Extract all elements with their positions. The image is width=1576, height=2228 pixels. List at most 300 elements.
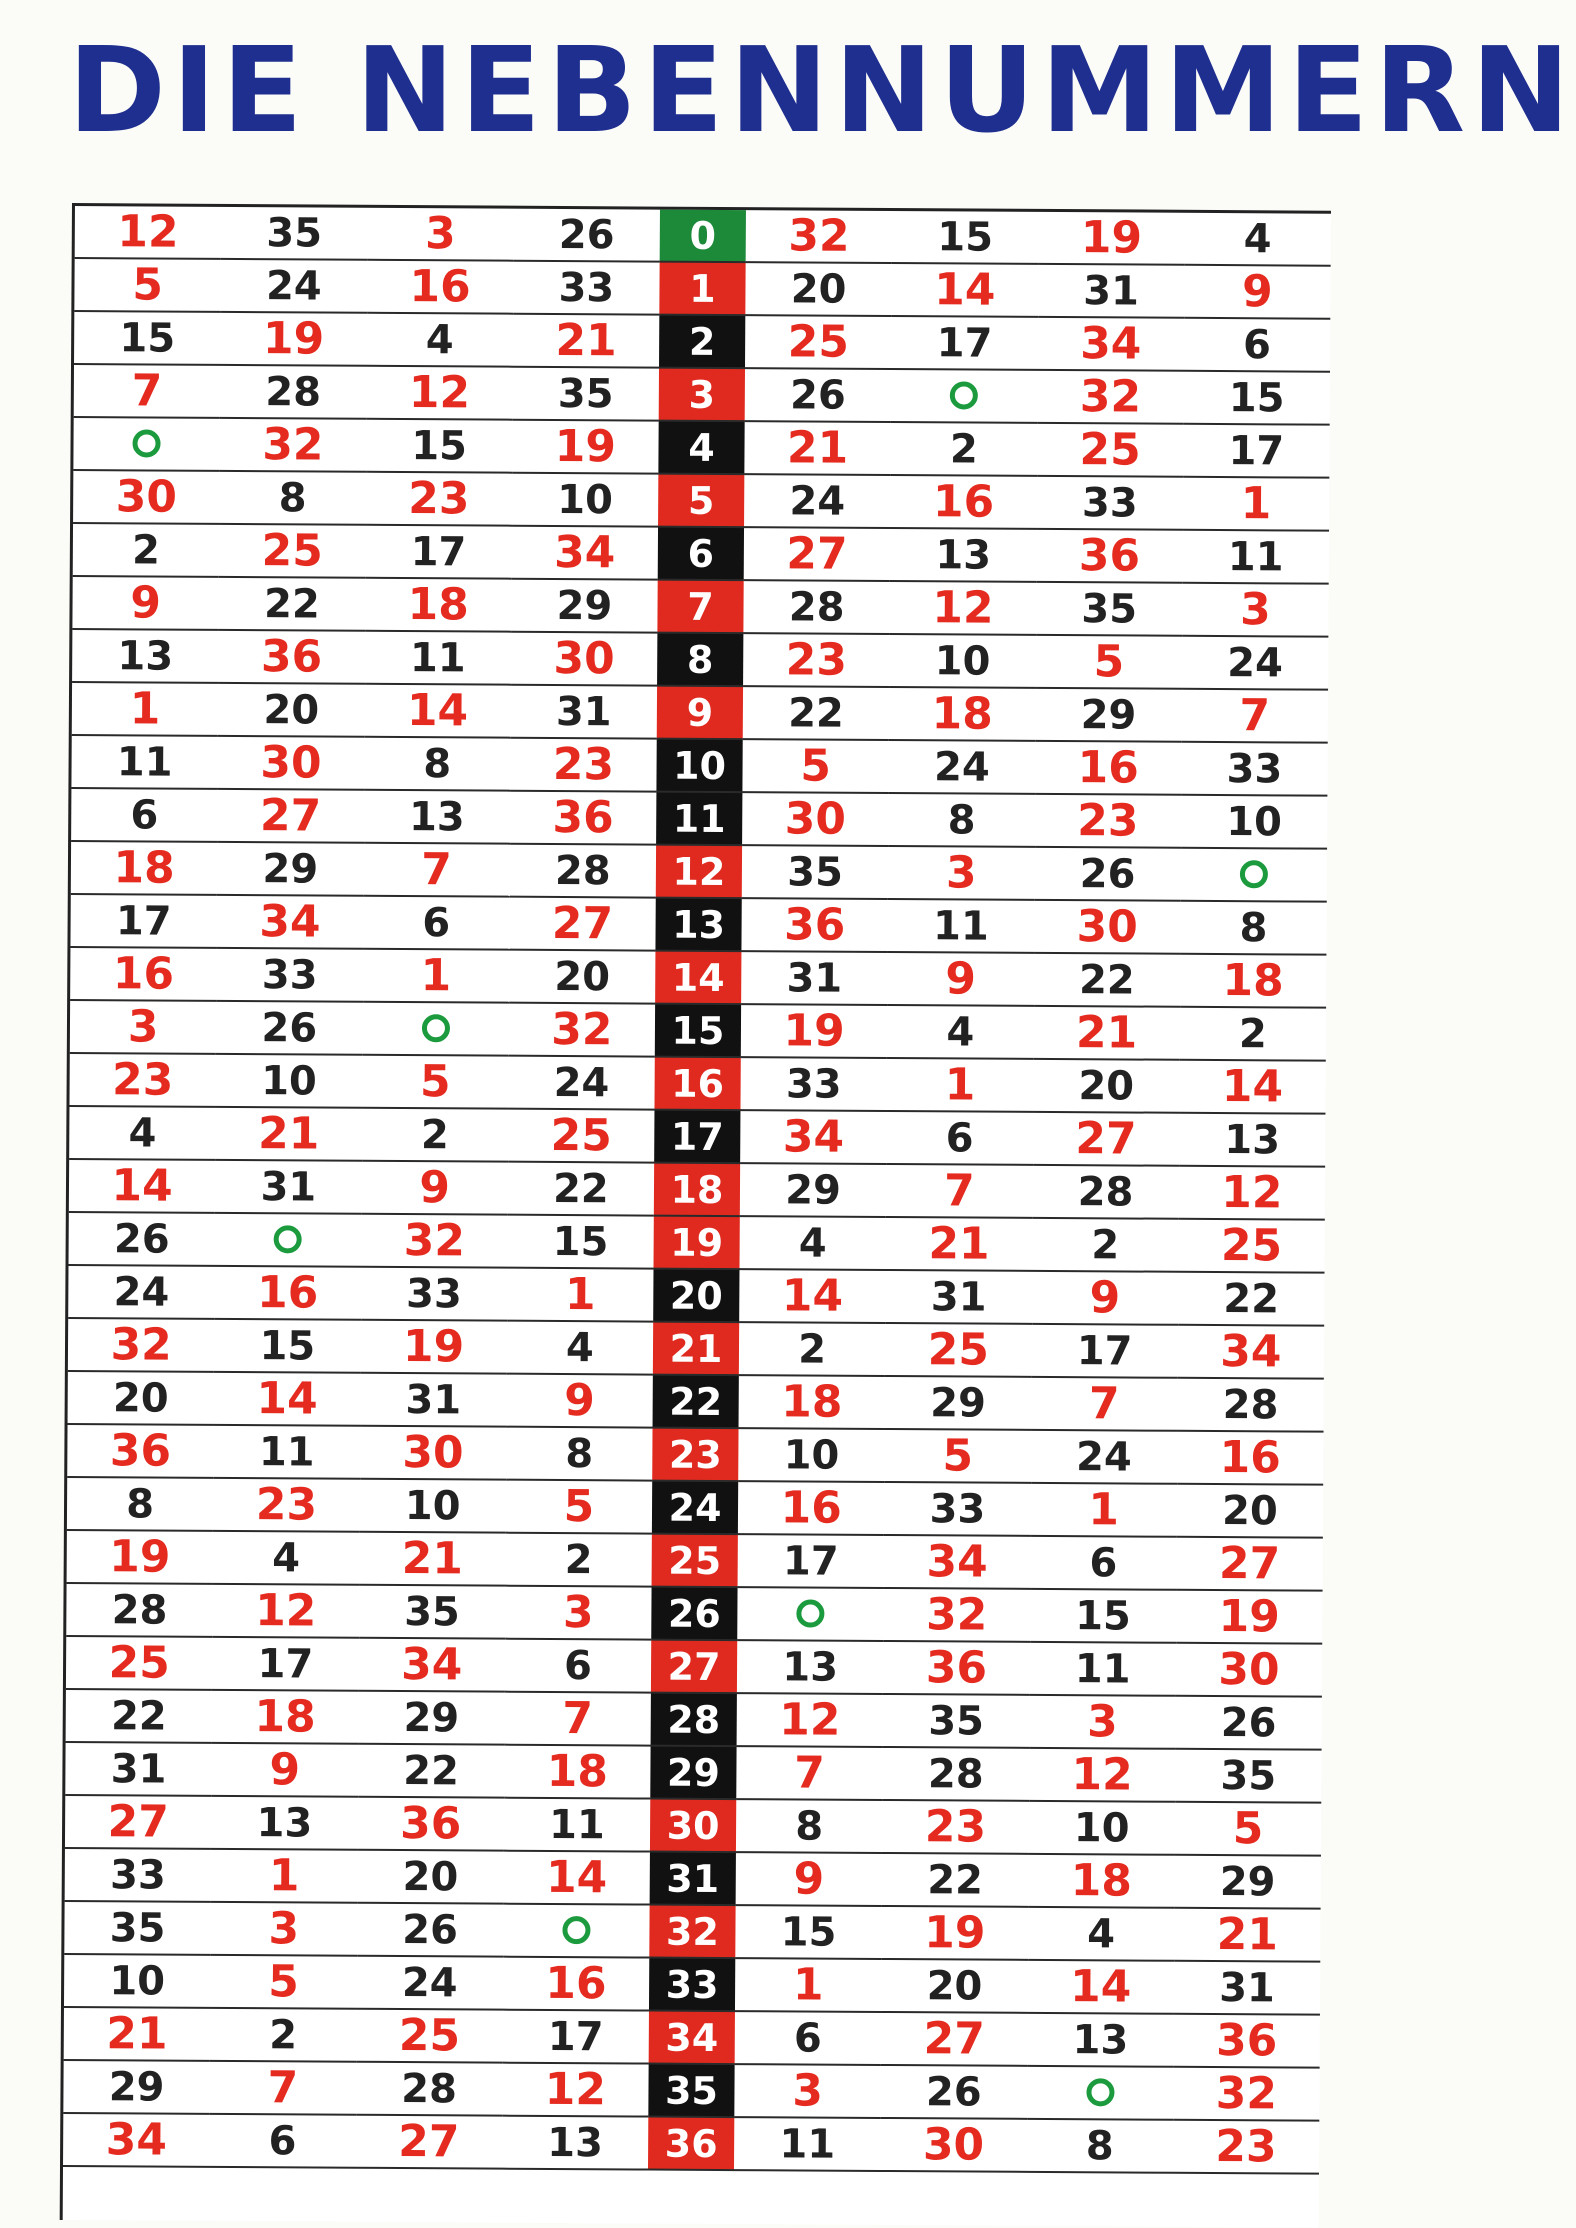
table-row [66, 1583, 1322, 1644]
table-row [65, 1795, 1321, 1856]
left-neighbour-cell: 14 [69, 1159, 216, 1213]
zero-ring-icon [133, 429, 161, 457]
left-neighbour-cell: 22 [66, 1689, 213, 1743]
left-neighbour-cell: 1 [72, 682, 219, 736]
neighbours-table [60, 203, 1331, 2228]
left-neighbour-cell: 5 [74, 258, 221, 312]
right-neighbour-cell: 8 [1180, 901, 1327, 955]
left-neighbour-cell: 32 [220, 418, 367, 472]
left-neighbour-cell: 32 [509, 1003, 656, 1057]
right-neighbour-cell: 32 [746, 210, 893, 263]
right-neighbour-cell: 33 [884, 1482, 1031, 1536]
wheel-number-cell: 16 [654, 1057, 740, 1111]
page-title: DIE NEBENNUMMERN [68, 21, 1576, 159]
right-neighbour-cell: 30 [1034, 900, 1181, 954]
right-neighbour-cell: 3 [888, 846, 1035, 900]
right-neighbour-cell [1181, 848, 1328, 902]
left-neighbour-cell: 6 [363, 896, 510, 950]
left-neighbour-cell: 25 [66, 1636, 213, 1690]
right-neighbour-cell: 32 [883, 1588, 1030, 1642]
table-row [69, 1159, 1325, 1220]
right-neighbour-cell: 24 [1182, 636, 1329, 690]
left-neighbour-cell: 33 [361, 1267, 508, 1321]
left-neighbour-cell: 29 [217, 842, 364, 896]
left-neighbour-cell: 16 [214, 1266, 361, 1320]
left-neighbour-cell: 6 [71, 788, 218, 842]
left-neighbour-cell: 17 [212, 1637, 359, 1691]
right-neighbour-cell: 20 [1033, 1059, 1180, 1113]
left-neighbour-cell: 17 [365, 525, 512, 579]
left-neighbour-cell: 16 [503, 1957, 650, 2011]
left-neighbour-cell: 19 [67, 1530, 214, 1584]
right-neighbour-cell: 35 [1036, 582, 1183, 636]
wheel-number-cell: 35 [648, 2064, 734, 2118]
right-neighbour-cell: 16 [890, 475, 1037, 529]
left-neighbour-cell: 29 [358, 1691, 505, 1745]
table-row [67, 1530, 1323, 1591]
right-neighbour-cell: 4 [740, 1216, 887, 1270]
left-neighbour-cell: 9 [361, 1161, 508, 1215]
left-neighbour-cell: 22 [219, 577, 366, 631]
left-neighbour-cell: 33 [216, 948, 363, 1002]
right-neighbour-cell: 21 [744, 421, 891, 475]
left-neighbour-cell: 7 [504, 1692, 651, 1746]
right-neighbour-cell: 18 [889, 687, 1036, 741]
right-neighbour-cell: 31 [1038, 264, 1185, 318]
right-neighbour-cell: 34 [1037, 317, 1184, 371]
left-neighbour-cell: 3 [367, 208, 514, 261]
left-neighbour-cell: 24 [221, 259, 368, 313]
right-neighbour-cell: 9 [887, 952, 1034, 1006]
left-neighbour-cell: 11 [71, 735, 218, 789]
table-row [70, 894, 1326, 955]
right-neighbour-cell: 17 [1031, 1324, 1178, 1378]
wheel-number-cell: 23 [652, 1428, 738, 1482]
right-neighbour-cell: 28 [743, 580, 890, 634]
wheel-number-cell: 7 [657, 580, 743, 634]
right-neighbour-cell: 14 [739, 1269, 886, 1323]
table-row [67, 1477, 1323, 1538]
right-neighbour-cell: 15 [735, 1905, 882, 1959]
left-neighbour-cell: 8 [67, 1477, 214, 1531]
left-neighbour-cell: 2 [505, 1533, 652, 1587]
right-neighbour-cell [1027, 2066, 1174, 2120]
right-neighbour-cell: 16 [738, 1481, 885, 1535]
right-neighbour-cell: 34 [740, 1110, 887, 1164]
right-neighbour-cell: 19 [1176, 1590, 1323, 1644]
right-neighbour-cell: 30 [1176, 1643, 1323, 1697]
left-neighbour-cell: 4 [213, 1531, 360, 1585]
wheel-number-cell: 24 [652, 1481, 738, 1535]
wheel-number-cell: 14 [655, 951, 741, 1005]
wheel-number-cell: 15 [655, 1004, 741, 1058]
right-neighbour-cell: 8 [736, 1799, 883, 1853]
right-neighbour-cell: 19 [741, 1004, 888, 1058]
right-neighbour-cell: 19 [882, 1906, 1029, 1960]
left-neighbour-cell: 13 [72, 629, 219, 683]
right-neighbour-cell [891, 369, 1038, 423]
left-neighbour-cell [215, 1213, 362, 1267]
left-neighbour-cell: 21 [64, 2007, 211, 2061]
right-neighbour-cell: 6 [735, 2011, 882, 2065]
right-neighbour-cell: 32 [1037, 370, 1184, 424]
right-neighbour-cell: 29 [885, 1376, 1032, 1430]
left-neighbour-cell: 18 [504, 1745, 651, 1799]
wheel-number-cell: 5 [658, 474, 744, 528]
left-neighbour-cell: 3 [505, 1586, 652, 1640]
right-neighbour-cell: 18 [739, 1375, 886, 1429]
table-row [66, 1689, 1322, 1750]
right-neighbour-cell: 1 [735, 1958, 882, 2012]
left-neighbour-cell: 9 [212, 1743, 359, 1797]
wheel-number-cell: 20 [653, 1269, 739, 1323]
left-neighbour-cell: 31 [215, 1160, 362, 1214]
left-neighbour-cell: 11 [504, 1798, 651, 1852]
left-neighbour-cell: 12 [502, 2063, 649, 2117]
left-neighbour-cell: 18 [365, 578, 512, 632]
right-neighbour-cell [737, 1587, 884, 1641]
table-row [65, 1848, 1321, 1909]
left-neighbour-cell: 34 [63, 2113, 210, 2167]
table-row [72, 682, 1328, 743]
table-row [68, 1265, 1324, 1326]
left-neighbour-cell: 2 [73, 523, 220, 577]
left-neighbour-cell: 16 [70, 947, 217, 1001]
left-neighbour-cell: 7 [210, 2061, 357, 2115]
left-neighbour-cell: 19 [220, 312, 367, 366]
right-neighbour-cell: 36 [1036, 529, 1183, 583]
left-neighbour-cell: 36 [357, 1797, 504, 1851]
right-neighbour-cell: 17 [738, 1534, 885, 1588]
right-neighbour-cell: 20 [1177, 1484, 1324, 1538]
table-row [66, 1636, 1322, 1697]
right-neighbour-cell: 2 [739, 1322, 886, 1376]
left-neighbour-cell: 13 [211, 1796, 358, 1850]
right-neighbour-cell: 14 [1179, 1060, 1326, 1114]
left-neighbour-cell [503, 1904, 650, 1958]
left-neighbour-cell: 4 [69, 1106, 216, 1160]
right-neighbour-cell: 22 [1034, 953, 1181, 1007]
right-neighbour-cell: 22 [882, 1853, 1029, 1907]
wheel-number-cell: 36 [648, 2117, 734, 2171]
right-neighbour-cell: 21 [886, 1217, 1033, 1271]
right-neighbour-cell: 12 [1179, 1166, 1326, 1220]
right-neighbour-cell: 28 [1177, 1378, 1324, 1432]
right-neighbour-cell: 4 [1184, 213, 1331, 266]
left-neighbour-cell: 14 [364, 684, 511, 738]
right-neighbour-cell: 9 [736, 1852, 883, 1906]
wheel-number-cell: 22 [653, 1375, 739, 1429]
left-neighbour-cell: 8 [364, 737, 511, 791]
left-neighbour-cell: 12 [212, 1584, 359, 1638]
table-row [63, 2113, 1319, 2174]
left-neighbour-cell: 31 [65, 1742, 212, 1796]
left-neighbour-cell: 35 [512, 367, 659, 421]
right-neighbour-cell: 18 [1028, 1854, 1175, 1908]
wheel-number-cell: 21 [653, 1322, 739, 1376]
left-neighbour-cell: 16 [367, 260, 514, 314]
left-neighbour-cell: 24 [508, 1056, 655, 1110]
right-neighbour-cell: 30 [880, 2118, 1027, 2172]
left-neighbour-cell: 12 [366, 366, 513, 420]
left-neighbour-cell: 1 [211, 1849, 358, 1903]
right-neighbour-cell: 23 [1035, 794, 1182, 848]
right-neighbour-cell: 36 [1173, 2014, 1320, 2068]
left-neighbour-cell: 26 [216, 1001, 363, 1055]
left-neighbour-cell: 7 [74, 364, 221, 418]
right-neighbour-cell: 4 [1028, 1907, 1175, 1961]
right-neighbour-cell: 11 [734, 2117, 881, 2171]
right-neighbour-cell: 26 [1175, 1696, 1322, 1750]
wheel-number-cell: 26 [651, 1587, 737, 1641]
right-neighbour-cell: 6 [1030, 1536, 1177, 1590]
wheel-number-cell: 25 [652, 1534, 738, 1588]
left-neighbour-cell: 19 [360, 1320, 507, 1374]
right-neighbour-cell: 25 [745, 315, 892, 369]
right-neighbour-cell: 11 [1029, 1642, 1176, 1696]
left-neighbour-cell: 20 [357, 1850, 504, 1904]
table-row [68, 1371, 1324, 1432]
left-neighbour-cell: 5 [506, 1480, 653, 1534]
left-neighbour-cell: 14 [214, 1372, 361, 1426]
right-neighbour-cell: 5 [1175, 1802, 1322, 1856]
left-neighbour-cell: 10 [64, 1954, 211, 2008]
left-neighbour-cell: 10 [359, 1479, 506, 1533]
right-neighbour-cell: 10 [1181, 795, 1328, 849]
left-neighbour-cell: 36 [67, 1424, 214, 1478]
left-neighbour-cell: 9 [72, 576, 219, 630]
left-neighbour-cell: 28 [356, 2062, 503, 2116]
left-neighbour-cell: 23 [213, 1478, 360, 1532]
zero-ring-icon [796, 1599, 824, 1627]
left-neighbour-cell: 35 [359, 1585, 506, 1639]
right-neighbour-cell: 21 [1174, 1908, 1321, 1962]
left-neighbour-cell: 20 [218, 683, 365, 737]
right-neighbour-cell: 12 [737, 1693, 884, 1747]
wheel-number-cell: 10 [656, 739, 742, 793]
right-neighbour-cell: 32 [1173, 2067, 1320, 2121]
right-neighbour-cell: 31 [885, 1270, 1032, 1324]
left-neighbour-cell: 10 [216, 1054, 363, 1108]
right-neighbour-cell: 35 [1175, 1749, 1322, 1803]
right-neighbour-cell: 24 [744, 474, 891, 528]
table-row [69, 1106, 1325, 1167]
left-neighbour-cell: 25 [219, 524, 366, 578]
left-neighbour-cell [73, 417, 220, 471]
right-neighbour-cell: 30 [742, 792, 889, 846]
left-neighbour-cell: 34 [511, 526, 658, 580]
right-neighbour-cell: 14 [1027, 1960, 1174, 2014]
left-neighbour-cell: 26 [69, 1212, 216, 1266]
right-neighbour-cell: 17 [1183, 424, 1330, 478]
table-row [71, 788, 1327, 849]
left-neighbour-cell: 2 [210, 2008, 357, 2062]
right-neighbour-cell: 27 [1176, 1537, 1323, 1591]
left-neighbour-cell: 28 [220, 365, 367, 419]
left-neighbour-cell: 28 [66, 1583, 213, 1637]
left-neighbour-cell: 29 [511, 579, 658, 633]
left-neighbour-cell: 15 [366, 419, 513, 473]
left-neighbour-cell: 36 [218, 630, 365, 684]
left-neighbour-cell: 33 [65, 1848, 212, 1902]
left-neighbour-cell: 36 [510, 791, 657, 845]
table-row [68, 1318, 1324, 1379]
left-neighbour-cell: 8 [219, 471, 366, 525]
left-neighbour-cell: 13 [502, 2116, 649, 2170]
left-neighbour-cell: 21 [215, 1107, 362, 1161]
wheel-number-cell: 6 [658, 527, 744, 581]
table-row [70, 947, 1326, 1008]
left-neighbour-cell: 20 [509, 950, 656, 1004]
wheel-number-cell: 4 [658, 421, 744, 475]
wheel-number-cell: 13 [655, 898, 741, 952]
left-neighbour-cell: 24 [356, 1956, 503, 2010]
right-neighbour-cell: 11 [1182, 530, 1329, 584]
table-row [64, 1954, 1320, 2015]
right-neighbour-cell: 25 [1178, 1219, 1325, 1273]
right-neighbour-cell: 3 [1182, 583, 1329, 637]
left-neighbour-cell [362, 1002, 509, 1056]
left-neighbour-cell: 9 [506, 1374, 653, 1428]
left-neighbour-cell: 25 [356, 2009, 503, 2063]
left-neighbour-cell: 30 [218, 736, 365, 790]
left-neighbour-cell: 13 [364, 790, 511, 844]
left-neighbour-cell: 34 [358, 1638, 505, 1692]
table-row [65, 1742, 1321, 1803]
table-row [69, 1212, 1325, 1273]
wheel-number-cell: 32 [649, 1905, 735, 1959]
zero-ring-icon [562, 1916, 590, 1944]
left-neighbour-cell: 35 [221, 207, 368, 260]
right-neighbour-cell: 27 [1033, 1112, 1180, 1166]
left-neighbour-cell: 8 [506, 1427, 653, 1481]
left-neighbour-cell: 25 [508, 1109, 655, 1163]
right-neighbour-cell: 28 [883, 1747, 1030, 1801]
right-neighbour-cell: 34 [884, 1535, 1031, 1589]
right-neighbour-cell: 25 [885, 1323, 1032, 1377]
wheel-number-cell: 17 [654, 1110, 740, 1164]
table-row [74, 364, 1330, 425]
left-neighbour-cell: 26 [357, 1903, 504, 1957]
table-row [73, 523, 1329, 584]
right-neighbour-cell: 33 [740, 1057, 887, 1111]
right-neighbour-cell: 10 [889, 634, 1036, 688]
right-neighbour-cell: 20 [745, 262, 892, 316]
right-neighbour-cell: 8 [1026, 2119, 1173, 2173]
table-row [73, 417, 1329, 478]
right-neighbour-cell: 13 [737, 1640, 884, 1694]
wheel-number-cell: 8 [657, 633, 743, 687]
number-grid [63, 206, 1331, 2175]
right-neighbour-cell: 16 [1177, 1431, 1324, 1485]
left-neighbour-cell: 1 [507, 1268, 654, 1322]
table-row [64, 2007, 1320, 2068]
wheel-number-cell: 11 [656, 792, 742, 846]
left-neighbour-cell: 24 [68, 1265, 215, 1319]
left-neighbour-cell: 23 [69, 1053, 216, 1107]
left-neighbour-cell: 32 [68, 1318, 215, 1372]
left-neighbour-cell: 27 [217, 789, 364, 843]
right-neighbour-cell: 23 [882, 1800, 1029, 1854]
left-neighbour-cell: 31 [360, 1373, 507, 1427]
left-neighbour-cell: 11 [213, 1425, 360, 1479]
right-neighbour-cell: 15 [1183, 371, 1330, 425]
right-neighbour-cell: 1 [1183, 477, 1330, 531]
right-neighbour-cell: 33 [1037, 476, 1184, 530]
table-row [72, 629, 1328, 690]
right-neighbour-cell: 14 [892, 263, 1039, 317]
right-neighbour-cell: 12 [890, 581, 1037, 635]
left-neighbour-cell: 27 [65, 1795, 212, 1849]
left-neighbour-cell: 7 [363, 843, 510, 897]
left-neighbour-cell: 12 [75, 206, 222, 259]
wheel-number-cell: 31 [650, 1852, 736, 1906]
left-neighbour-cell: 15 [507, 1215, 654, 1269]
right-neighbour-cell: 31 [1174, 1961, 1321, 2015]
right-neighbour-cell: 1 [1030, 1483, 1177, 1537]
right-neighbour-cell: 16 [1035, 741, 1182, 795]
right-neighbour-cell: 36 [883, 1641, 1030, 1695]
left-neighbour-cell: 18 [212, 1690, 359, 1744]
table-row [74, 258, 1330, 319]
left-neighbour-cell: 30 [511, 632, 658, 686]
left-neighbour-cell: 6 [209, 2114, 356, 2168]
right-neighbour-cell: 3 [1029, 1695, 1176, 1749]
left-neighbour-cell: 35 [64, 1901, 211, 1955]
table-row [72, 576, 1328, 637]
left-neighbour-cell: 31 [510, 685, 657, 739]
zero-ring-icon [274, 1225, 302, 1253]
table-row [74, 311, 1330, 372]
right-neighbour-cell: 8 [888, 793, 1035, 847]
left-neighbour-cell: 21 [513, 314, 660, 368]
left-neighbour-cell: 15 [74, 311, 221, 365]
wheel-number-cell: 28 [651, 1693, 737, 1747]
right-neighbour-cell: 35 [742, 845, 889, 899]
zero-ring-icon [422, 1014, 450, 1042]
left-neighbour-cell: 1 [363, 949, 510, 1003]
table-row [75, 206, 1331, 266]
left-neighbour-cell: 3 [211, 1902, 358, 1956]
right-neighbour-cell: 4 [887, 1005, 1034, 1059]
left-neighbour-cell: 3 [70, 1000, 217, 1054]
right-neighbour-cell: 22 [1178, 1272, 1325, 1326]
right-neighbour-cell: 7 [736, 1746, 883, 1800]
left-neighbour-cell: 17 [70, 894, 217, 948]
right-neighbour-cell: 2 [1032, 1218, 1179, 1272]
left-neighbour-cell: 30 [360, 1426, 507, 1480]
left-neighbour-cell: 29 [63, 2060, 210, 2114]
right-neighbour-cell: 7 [1031, 1377, 1178, 1431]
table-row [73, 470, 1329, 531]
left-neighbour-cell: 18 [71, 841, 218, 895]
left-neighbour-cell: 2 [362, 1108, 509, 1162]
right-neighbour-cell: 5 [742, 739, 889, 793]
left-neighbour-cell: 22 [508, 1162, 655, 1216]
wheel-number-cell: 1 [659, 262, 745, 316]
right-neighbour-cell: 15 [1030, 1589, 1177, 1643]
right-neighbour-cell: 5 [884, 1429, 1031, 1483]
left-neighbour-cell: 15 [214, 1319, 361, 1373]
wheel-number-cell: 19 [654, 1216, 740, 1270]
right-neighbour-cell: 31 [741, 951, 888, 1005]
left-neighbour-cell: 19 [512, 420, 659, 474]
right-neighbour-cell: 20 [881, 1959, 1028, 2013]
right-neighbour-cell: 23 [743, 633, 890, 687]
left-neighbour-cell: 32 [361, 1214, 508, 1268]
right-neighbour-cell: 27 [744, 527, 891, 581]
right-neighbour-cell: 23 [1173, 2120, 1320, 2174]
